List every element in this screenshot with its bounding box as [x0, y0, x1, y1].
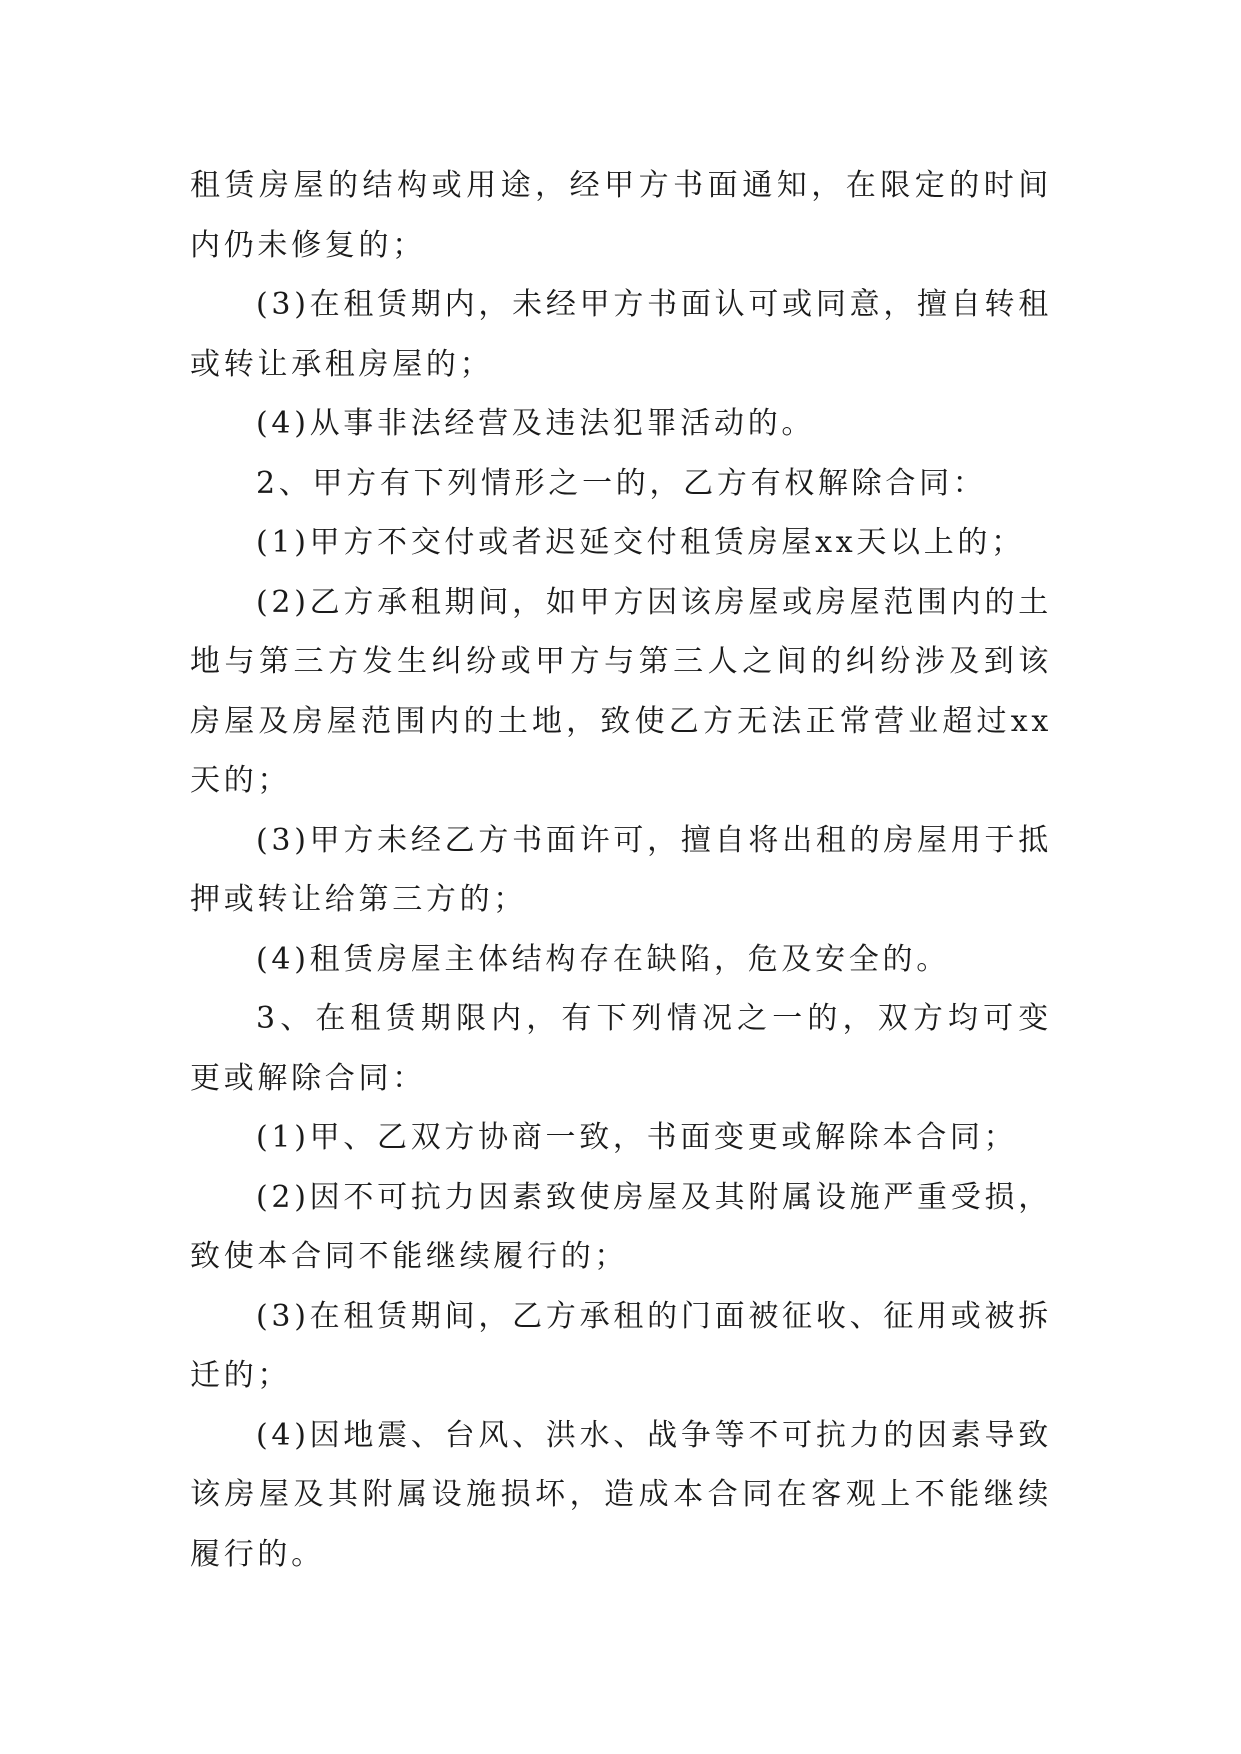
paragraph-clause-1-3: (3)在租赁期内，未经甲方书面认可或同意，擅自转租或转让承租房屋的；	[190, 287, 1052, 382]
paragraph-continuation: 租赁房屋的结构或用途，经甲方书面通知，在限定的时间内仍未修复的；	[190, 168, 1052, 263]
paragraph-clause-3-2: (2)因不可抗力因素致使房屋及其附属设施严重受损，致使本合同不能继续履行的；	[190, 1179, 1052, 1274]
document-body	[190, 156, 1052, 1584]
paragraph-section-2-heading: 2、甲方有下列情形之一的，乙方有权解除合同：	[256, 465, 987, 501]
paragraph-clause-3-3: (3)在租赁期间，乙方承租的门面被征收、征用或被拆迁的；	[190, 1298, 1052, 1393]
paragraph-clause-2-1: (1)甲方不交付或者迟延交付租赁房屋xx天以上的；	[256, 525, 1025, 560]
paragraph-clause-3-4: (4)因地震、台风、洪水、战争等不可抗力的因素导致该房屋及其附属设施损坏，造成本合同在客观上不能继续履行的。	[190, 1417, 1052, 1572]
paragraph-clause-2-4: (4)租赁房屋主体结构存在缺陷，危及安全的。	[256, 941, 950, 977]
paragraph-clause-2-2: (2)乙方承租期间，如甲方因该房屋或房屋范围内的土地与第三方发生纠纷或甲方与第三人之间的纠纷涉及到该房屋及房屋范围内的土地，致使乙方无法正常营业超过xx天的；	[190, 584, 1052, 798]
paragraph-clause-2-3: (3)甲方未经乙方书面许可，擅自将出租的房屋用于抵押或转让给第三方的；	[190, 822, 1052, 917]
paragraph-clause-3-1: (1)甲、乙双方协商一致，书面变更或解除本合同；	[256, 1120, 1018, 1155]
paragraph-section-3-heading: 3、在租赁期限内，有下列情况之一的，双方均可变更或解除合同：	[190, 1001, 1052, 1096]
paragraph-clause-1-4: (4)从事非法经营及违法犯罪活动的。	[256, 406, 816, 441]
